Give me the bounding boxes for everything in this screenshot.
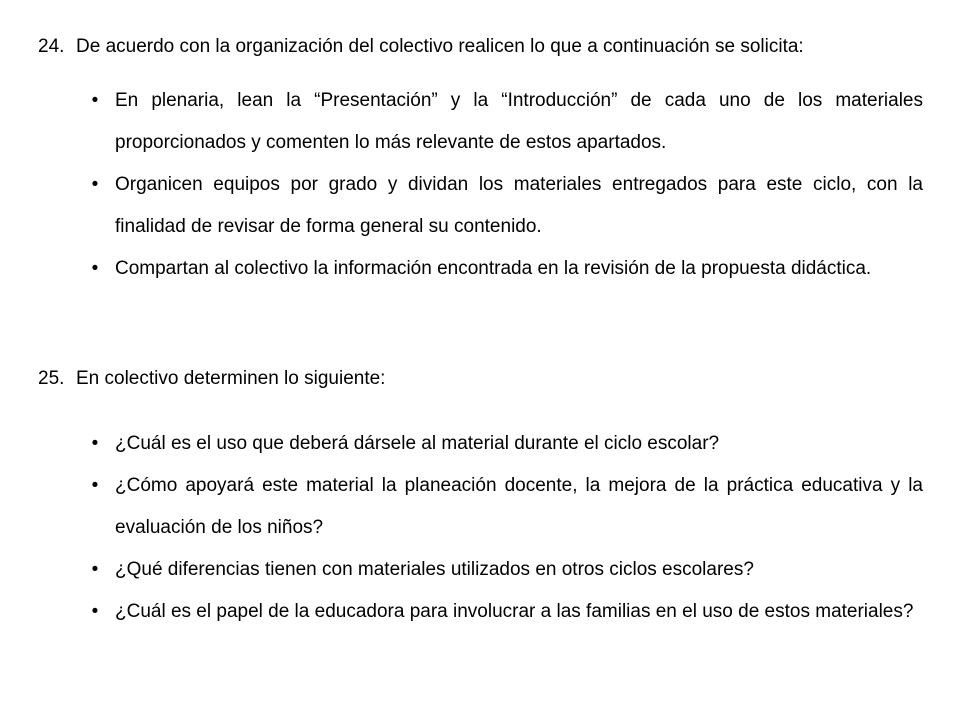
list-item [90,465,923,549]
bullet-icon: • [91,90,99,111]
bullet-icon: • [91,559,99,580]
bullet-icon: • [91,258,99,279]
bullet-icon: • [91,601,99,622]
bullet-text: ¿Cuál es el papel de la educadora para involucrar a las familias en el uso de estos materiales? [115,601,914,622]
bullet-icon: • [91,174,99,195]
item-24-text: De acuerdo con la organización del colectivo realicen lo que a continuación se solicita: [76,36,804,57]
bullet-text: ¿Cómo apoyará este material la planeación docente, la mejora de la práctica educativa y la evaluación de los niños? [115,475,923,538]
list-item [90,423,923,465]
item-24-bullet-list [90,80,923,290]
list-item [90,164,923,248]
bullet-text: Organicen equipos por grado y dividan los materiales entregados para este ciclo, con la finalidad de revisar de forma general su contenido. [115,174,923,237]
bullet-text: En plenaria, lean la “Presentación” y la “Introducción” de cada uno de los materiales proporcionados y comenten lo más relevante de estos apartados. [115,90,923,153]
list-item [90,248,923,290]
bullet-text: ¿Cuál es el uso que deberá dársele al material durante el ciclo escolar? [115,433,720,454]
list-item [90,591,923,633]
list-item [90,80,923,164]
list-item [90,549,923,591]
item-25-bullet-list [90,423,923,633]
item-24-number: 24. [38,36,65,57]
bullet-text: ¿Qué diferencias tienen con materiales utilizados en otros ciclos escolares? [115,559,754,580]
item-25-number: 25. [38,368,65,389]
bullet-text: Compartan al colectivo la información encontrada en la revisión de la propuesta didáctica. [115,258,872,279]
item-25-heading [38,366,928,392]
bullet-icon: • [91,475,99,496]
bullet-icon: • [91,433,99,454]
item-25-text: En colectivo determinen lo siguiente: [76,368,386,389]
item-24-heading [38,34,928,60]
